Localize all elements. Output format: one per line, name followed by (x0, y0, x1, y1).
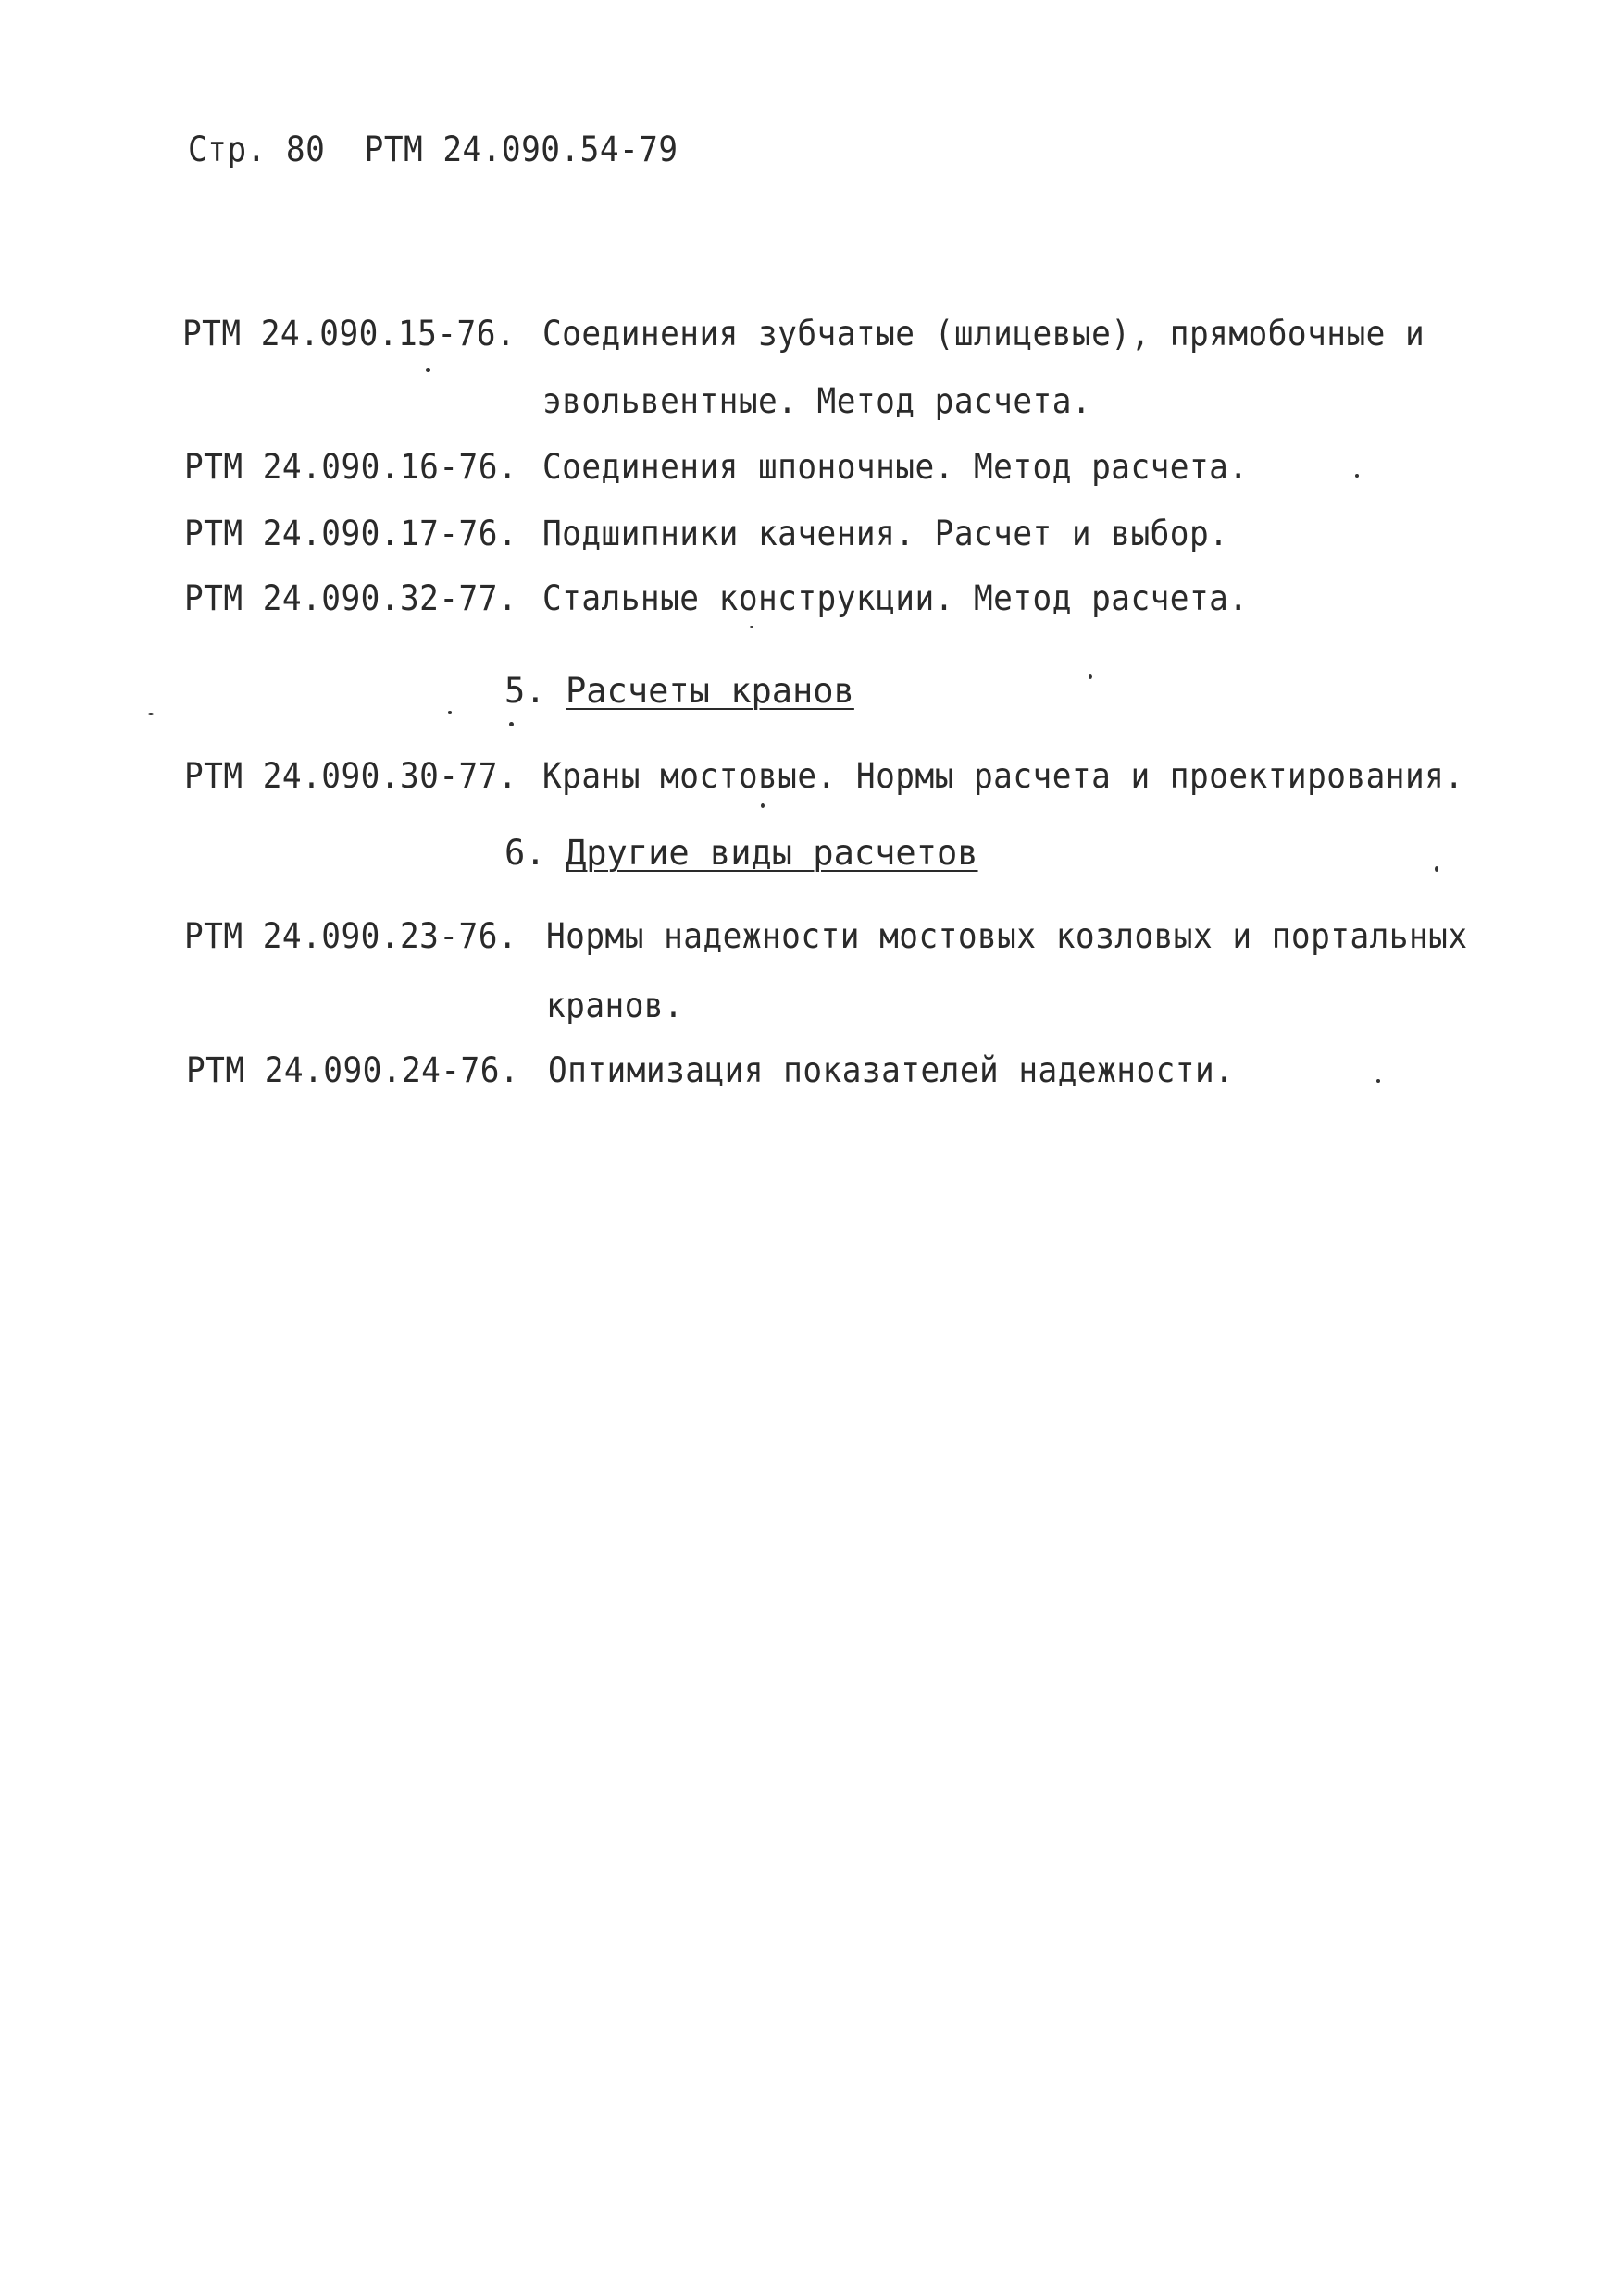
reference-title-4: Стальные конструкции. Метод расчета. (542, 578, 1249, 618)
scan-speck (509, 722, 514, 726)
scan-speck (448, 711, 452, 714)
scan-speck (1089, 674, 1092, 679)
reference-title-5: Краны мостовые. Нормы расчета и проектирования. (542, 756, 1464, 796)
reference-title-6-continued: кранов. (546, 986, 684, 1025)
reference-title-1: Соединения зубчатые (шлицевые), прямобочные и (542, 314, 1425, 354)
reference-code-6: РТМ 24.090.23-76. (184, 916, 518, 956)
reference-title-2: Соединения шпоночные. Метод расчета. (542, 447, 1249, 487)
section-6-number: 6. (504, 833, 546, 873)
scan-speck (426, 368, 430, 372)
reference-code-5: РТМ 24.090.30-77. (184, 756, 518, 796)
reference-title-1-continued: эвольвентные. Метод расчета. (542, 381, 1092, 421)
scan-speck (1355, 474, 1359, 478)
reference-code-7: РТМ 24.090.24-76. (186, 1050, 520, 1090)
scan-speck (1376, 1079, 1380, 1083)
reference-title-7: Оптимизация показателей надежности. (548, 1050, 1235, 1090)
scan-speck (761, 803, 765, 808)
section-5-number: 5. (504, 671, 546, 711)
reference-code-4: РТМ 24.090.32-77. (184, 578, 518, 618)
reference-title-3: Подшипники качения. Расчет и выбор. (542, 514, 1229, 553)
page-header: Стр. 80 РТМ 24.090.54-79 (188, 130, 678, 169)
section-6-title: Другие виды расчетов (566, 833, 978, 873)
scan-speck (148, 713, 154, 715)
section-5-title: Расчеты кранов (566, 671, 854, 711)
reference-code-3: РТМ 24.090.17-76. (184, 514, 518, 553)
reference-code-2: РТМ 24.090.16-76. (184, 447, 518, 487)
scan-speck (1435, 866, 1438, 872)
scan-speck (750, 626, 753, 628)
reference-title-6: Нормы надежности мостовых козловых и портальных (546, 916, 1468, 956)
reference-code-1: РТМ 24.090.15-76. (182, 314, 517, 354)
